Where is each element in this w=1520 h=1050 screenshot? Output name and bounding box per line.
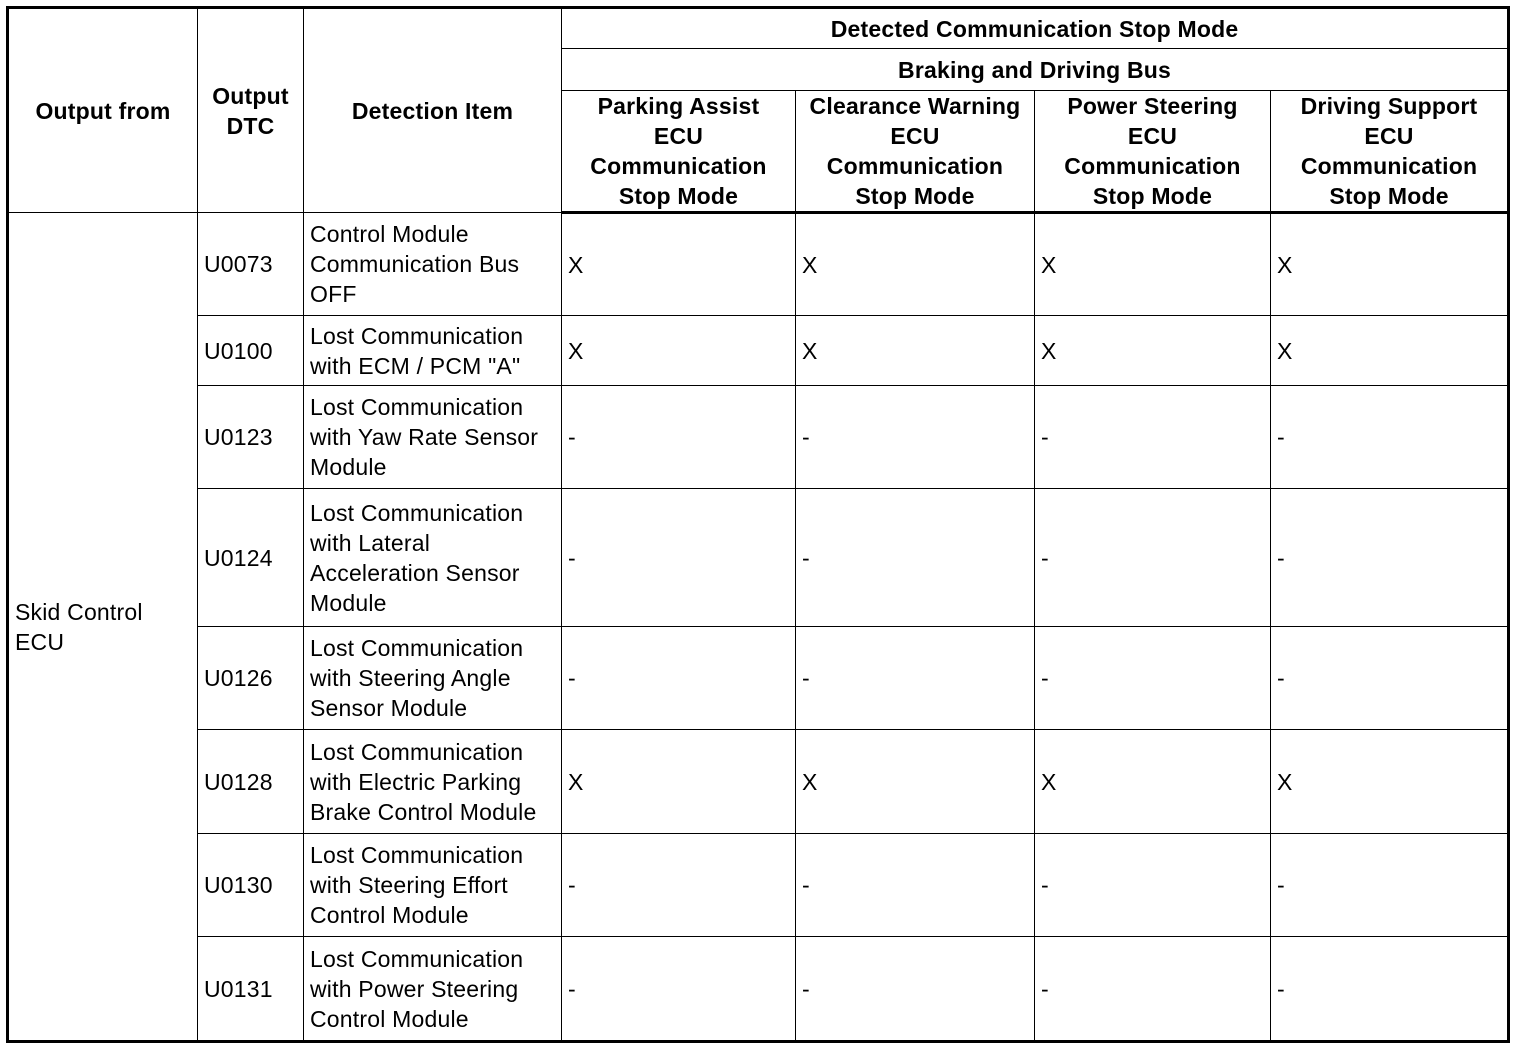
table-row bbox=[8, 316, 1509, 385]
table-row bbox=[8, 489, 1509, 627]
detection-item: Lost Communication with Power Steering Control Module bbox=[304, 937, 562, 1042]
output-from-cell: Skid Control ECU bbox=[8, 213, 198, 1042]
mode-value: X bbox=[796, 730, 1035, 833]
detection-item: Lost Communication with Steering Effort Control Module bbox=[304, 833, 562, 936]
mode-value: - bbox=[1271, 385, 1509, 488]
table-row bbox=[8, 213, 1509, 316]
mode-value: - bbox=[562, 937, 796, 1042]
mode-value: X bbox=[1271, 730, 1509, 833]
detection-item: Lost Communication with Electric Parking Brake Control Module bbox=[304, 730, 562, 833]
mode-value: - bbox=[796, 937, 1035, 1042]
table-row bbox=[8, 833, 1509, 936]
dtc-code: U0073 bbox=[198, 213, 304, 316]
mode-value: - bbox=[562, 626, 796, 729]
dtc-code: U0130 bbox=[198, 833, 304, 936]
dtc-code: U0131 bbox=[198, 937, 304, 1042]
detection-item: Lost Communication with Steering Angle Sensor Module bbox=[304, 626, 562, 729]
mode-value: - bbox=[1271, 626, 1509, 729]
detection-item: Lost Communication with Yaw Rate Sensor Module bbox=[304, 385, 562, 488]
mode-value: - bbox=[796, 626, 1035, 729]
dtc-table bbox=[6, 6, 1510, 1043]
header-output-from: Output from bbox=[8, 8, 198, 213]
mode-value: - bbox=[1035, 626, 1271, 729]
table-row bbox=[8, 626, 1509, 729]
mode-value: - bbox=[1035, 937, 1271, 1042]
mode-value: X bbox=[562, 730, 796, 833]
mode-value: - bbox=[562, 489, 796, 627]
header-mode-power-steering: Power Steering ECU Communication Stop Mode bbox=[1035, 91, 1271, 213]
mode-value: X bbox=[796, 316, 1035, 385]
header-mode-driving-support: Driving Support ECU Communication Stop Mode bbox=[1271, 91, 1509, 213]
dtc-code: U0123 bbox=[198, 385, 304, 488]
mode-value: X bbox=[562, 316, 796, 385]
mode-value: X bbox=[1035, 316, 1271, 385]
header-detected-mode: Detected Communication Stop Mode bbox=[562, 8, 1509, 49]
dtc-code: U0126 bbox=[198, 626, 304, 729]
mode-value: X bbox=[796, 213, 1035, 316]
mode-value: - bbox=[1035, 489, 1271, 627]
table-row bbox=[8, 730, 1509, 833]
mode-value: - bbox=[1035, 385, 1271, 488]
mode-value: - bbox=[562, 833, 796, 936]
mode-value: X bbox=[1035, 730, 1271, 833]
header-mode-parking-assist: Parking Assist ECU Communication Stop Mode bbox=[562, 91, 796, 213]
dtc-code: U0124 bbox=[198, 489, 304, 627]
mode-value: - bbox=[1271, 833, 1509, 936]
mode-value: X bbox=[1271, 213, 1509, 316]
dtc-code: U0100 bbox=[198, 316, 304, 385]
mode-value: - bbox=[796, 833, 1035, 936]
header-mode-clearance-warning: Clearance Warning ECU Communication Stop Mode bbox=[796, 91, 1035, 213]
mode-value: X bbox=[1035, 213, 1271, 316]
detection-item: Lost Communication with Lateral Acceleration Sensor Module bbox=[304, 489, 562, 627]
mode-value: - bbox=[1035, 833, 1271, 936]
detection-item: Control Module Communication Bus OFF bbox=[304, 213, 562, 316]
header-bus: Braking and Driving Bus bbox=[562, 49, 1509, 91]
detection-item: Lost Communication with ECM / PCM "A" bbox=[304, 316, 562, 385]
mode-value: X bbox=[562, 213, 796, 316]
table-body bbox=[8, 213, 1509, 1042]
mode-value: - bbox=[1271, 937, 1509, 1042]
header-detection-item: Detection Item bbox=[304, 8, 562, 213]
mode-value: - bbox=[796, 385, 1035, 488]
table-row bbox=[8, 937, 1509, 1042]
table-row bbox=[8, 385, 1509, 488]
mode-value: - bbox=[796, 489, 1035, 627]
mode-value: - bbox=[1271, 489, 1509, 627]
dtc-code: U0128 bbox=[198, 730, 304, 833]
mode-value: X bbox=[1271, 316, 1509, 385]
header-output-dtc: Output DTC bbox=[198, 8, 304, 213]
mode-value: - bbox=[562, 385, 796, 488]
table-header bbox=[8, 8, 1509, 213]
